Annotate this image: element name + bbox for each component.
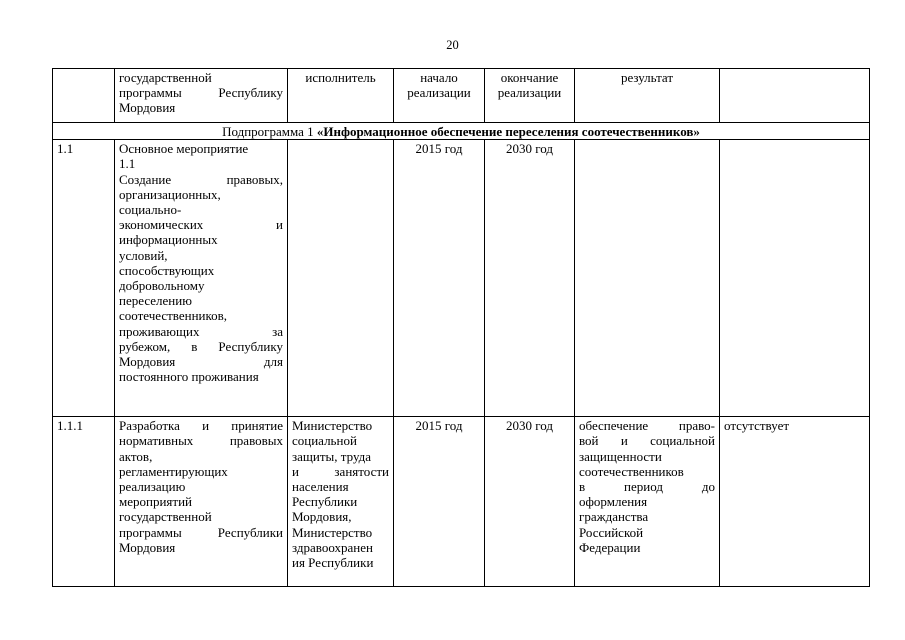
name-line: Разработка и принятие: [119, 418, 283, 434]
executor-line: здравоохранен: [292, 539, 373, 555]
executor-line: населения: [292, 479, 349, 495]
row-start: 2015 год: [394, 417, 485, 587]
executor-line: Министерство: [292, 418, 373, 434]
header-end-line: окончание: [500, 70, 559, 85]
header-cell-number: [53, 69, 115, 123]
header-start-line: начало: [420, 70, 458, 85]
header-start-line: реализации: [407, 85, 471, 101]
row-start: 2015 год: [394, 140, 485, 417]
subprogram-title: «Информационное обеспечение переселения соотечественников»: [316, 124, 700, 139]
name-line: Мордовия: [119, 539, 176, 555]
row-end: 2030 год: [485, 140, 575, 417]
name-line: организационных,: [119, 186, 221, 202]
subprogram-row: [53, 123, 870, 140]
header-result-label: результат: [620, 70, 674, 85]
row-name: [115, 417, 288, 587]
result-line: Российской: [579, 524, 644, 540]
executor-line: Министерство: [292, 524, 373, 540]
header-cell-name: [115, 69, 288, 123]
header-cell-start: [394, 69, 485, 123]
name-line: мероприятий: [119, 494, 192, 510]
executor-line: и занятости: [292, 463, 389, 479]
name-line: Основное мероприятие: [119, 141, 249, 157]
row-result: [575, 140, 720, 417]
header-name-line: Мордовия: [119, 100, 176, 116]
subprogram-cell: [53, 123, 870, 140]
program-table: [52, 68, 870, 587]
header-cell-executor: [288, 69, 394, 123]
name-line: социально-: [119, 202, 182, 218]
executor-line: Мордовия,: [292, 509, 352, 525]
header-cell-result: [575, 69, 720, 123]
result-line: оформления: [579, 494, 648, 510]
name-line: способствующих: [119, 262, 215, 278]
executor-line: Республики: [292, 494, 358, 510]
row-result: [575, 417, 720, 587]
name-line: информационных: [119, 232, 218, 248]
header-name-line: программы Республику: [119, 85, 283, 101]
subprogram-prefix: Подпрограмма 1: [222, 124, 317, 139]
name-line: актов,: [119, 448, 153, 464]
name-line: проживающих за: [119, 323, 283, 339]
row-name: [115, 140, 288, 417]
row-extra: [720, 140, 870, 417]
name-line: реализацию: [119, 479, 186, 495]
row-end: 2030 год: [485, 417, 575, 587]
name-line: Мордовия для: [119, 354, 283, 370]
name-line: соотечественников,: [119, 308, 228, 324]
name-line: переселению: [119, 293, 192, 309]
name-line: Создание правовых,: [119, 171, 283, 187]
name-line: экономических и: [119, 217, 283, 233]
result-line: обеспечение право-: [579, 418, 715, 434]
row-executor: [288, 417, 394, 587]
result-line: соотечественников: [579, 463, 684, 479]
row-number: 1.1.1: [53, 417, 115, 587]
page-number: 20: [446, 38, 459, 52]
name-line: постоянного проживания: [119, 369, 259, 385]
row-extra: отсутствует: [720, 417, 870, 587]
header-executor-label: исполнитель: [305, 70, 376, 85]
header-end-line: реализации: [497, 85, 562, 101]
header-cell-end: [485, 69, 575, 123]
table-row: [53, 140, 870, 417]
result-line: Федерации: [579, 539, 641, 555]
executor-line: социальной: [292, 433, 357, 449]
header-cell-extra: [720, 69, 870, 123]
executor-line: защиты, труда: [292, 448, 372, 464]
result-line: в период до: [579, 479, 715, 495]
result-line: вой и социальной: [579, 433, 715, 449]
header-name-line: государственной: [119, 70, 212, 85]
result-line: защищенности: [579, 448, 662, 464]
name-line: условий,: [119, 247, 168, 263]
executor-line: ия Республики: [292, 555, 374, 571]
name-line: добровольному: [119, 278, 205, 294]
name-line: рубежом, в Республику: [119, 338, 283, 354]
result-line: гражданства: [579, 509, 649, 525]
name-line: программы Республики: [119, 524, 283, 540]
table-row: [53, 417, 870, 587]
name-line: государственной: [119, 509, 212, 525]
table-header-row: [53, 69, 870, 123]
row-executor: [288, 140, 394, 417]
row-number: 1.1: [53, 140, 115, 417]
name-line: нормативных правовых: [119, 433, 283, 449]
name-line: регламентирующих: [119, 463, 228, 479]
name-line: 1.1: [119, 156, 136, 172]
